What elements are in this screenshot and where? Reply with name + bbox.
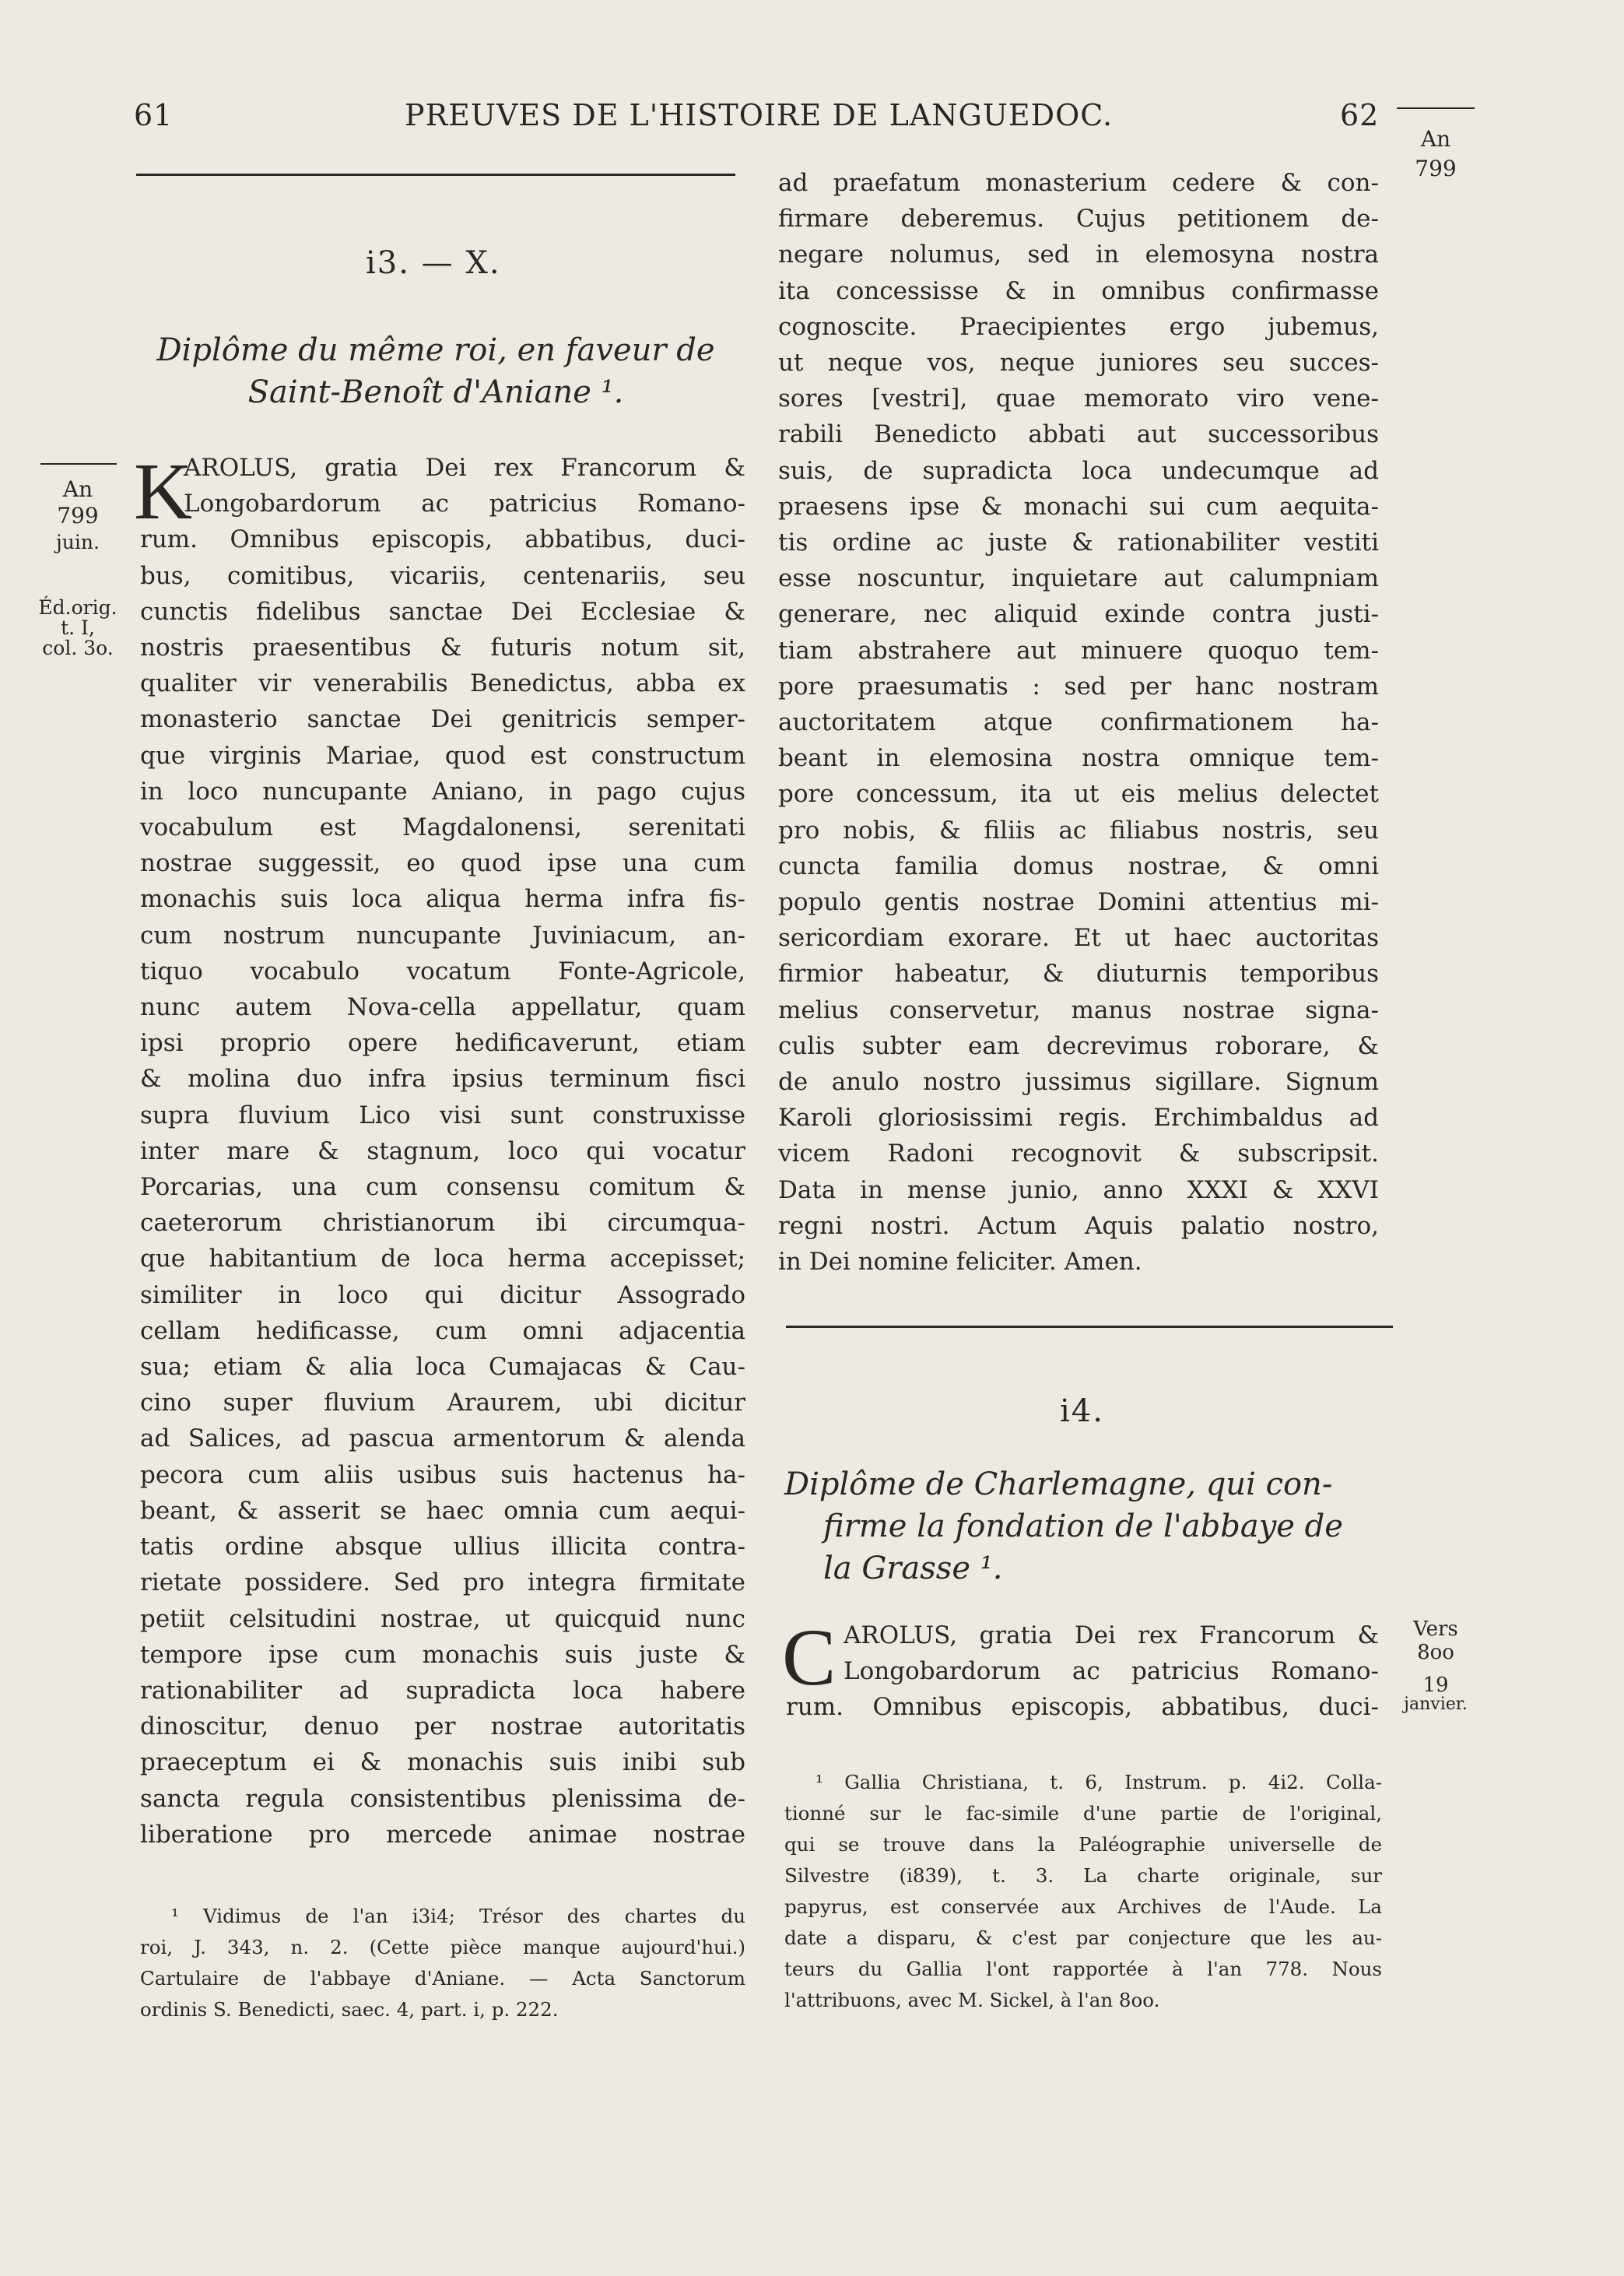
text-line: sua; etiam & alia loca Cumajacas & Cau- (140, 1353, 745, 1382)
text-line: ipsi proprio opere hedificaverunt, etiam (140, 1029, 745, 1058)
margin-month: juin. (56, 531, 100, 553)
doc14-dropcap: C (782, 1613, 837, 1702)
margin-tome: t. I, (61, 616, 95, 639)
margin-year-label: An (62, 476, 93, 502)
doc13-title (136, 329, 735, 413)
text-line: praeceptum ei & monachis suis inibi sub (140, 1748, 745, 1777)
text-line: sores [vestri], quae memorato viro vene- (778, 385, 1379, 413)
text-line: generare, nec aliquid exinde contra justi- (778, 600, 1379, 629)
text-line: Longobardorum ac patricius Romano- (844, 1657, 1379, 1686)
text-line: cognoscite. Praecipientes ergo jubemus, (778, 312, 1379, 341)
text-line: que virginis Mariae, quod est constructum (140, 741, 745, 770)
text-line: suis, de supradicta loca undecumque ad (778, 456, 1379, 485)
text-line: ad praefatum monasterium cedere & con- (778, 169, 1379, 197)
text-line: Longobardorum ac patricius Romano- (184, 490, 745, 518)
doc14-title-line: Diplôme de Charlemagne, qui con- (784, 1466, 1333, 1502)
doc13-body (140, 450, 745, 1853)
margin-year: 799 (1415, 156, 1457, 181)
text-line: cuncta familia domus nostrae, & omni (778, 852, 1379, 880)
footnote-line: papyrus, est conservée aux Archives de l'Aude. La (784, 1895, 1382, 1918)
text-line: ut neque vos, neque juniores seu succes- (778, 349, 1379, 378)
section-rule-right (786, 1326, 1393, 1328)
text-line: sancta regula consistentibus plenissima de- (140, 1784, 745, 1813)
text-line: tiam abstrahere aut minuere quoquo tem- (778, 636, 1379, 665)
text-line: pore concessum, ita ut eis melius delectet (778, 780, 1379, 809)
text-line: AROLUS, gratia Dei rex Francorum & (184, 454, 745, 482)
text-line: firmior habeatur, & diuturnis temporibus (778, 960, 1379, 989)
text-line: inter mare & stagnum, loco qui vocatur (140, 1136, 745, 1165)
text-line: nunc autem Nova-cella appellatur, quam (140, 993, 745, 1022)
footnote-line: teurs du Gallia l'ont rapportée à l'an 778. Nous (784, 1958, 1382, 1980)
text-line: liberatione pro mercede animae nostrae (140, 1820, 745, 1849)
footnote-line: ordinis S. Benedicti, saec. 4, part. i, p. 222. (140, 1998, 559, 2021)
section-rule-left (136, 174, 735, 176)
text-line: rietate possidere. Sed pro integra firmitate (140, 1568, 745, 1597)
text-line: rabili Benedicto abbati aut successoribus (778, 420, 1379, 449)
text-line: praesens ipse & monachi sui cum aequita- (778, 492, 1379, 521)
text-line: cum nostrum nuncupante Juviniacum, an- (140, 921, 745, 950)
text-line: sericordiam exorare. Et ut haec auctoritas (778, 924, 1379, 953)
text-line: pore praesumatis : sed per hanc nostram (778, 672, 1379, 701)
text-line: tempore ipse cum monachis suis juste & (140, 1640, 745, 1669)
margin-year: 799 (57, 503, 99, 529)
doc14-title-line: firme la fondation de l'abbaye de (823, 1509, 1343, 1544)
text-line: in loco nuncupante Aniano, in pago cujus (140, 777, 745, 806)
footnote-line: l'attribuons, avec M. Sickel, à l'an 8oo. (784, 1989, 1160, 2011)
text-line: petiit celsitudini nostrae, ut quicquid nunc (140, 1604, 745, 1633)
text-line: que habitantium de loca herma accepisset; (140, 1245, 745, 1273)
text-line: auctoritatem atque confirmationem ha- (778, 708, 1379, 737)
text-line: nostris praesentibus & futuris notum sit, (140, 634, 745, 662)
text-line: qualiter vir venerabilis Benedictus, abba ex (140, 669, 745, 698)
margin-word: Vers (1413, 1617, 1458, 1641)
page-number-right: 62 (1340, 98, 1380, 132)
text-line: beant in elemosina nostra omnique tem- (778, 744, 1379, 773)
doc13-footnote (140, 1901, 745, 2025)
text-line: culis subter eam decrevimus roborare, & (778, 1031, 1379, 1060)
footnote-line: qui se trouve dans la Paléographie universelle de (784, 1833, 1382, 1856)
footnote-line: roi, J. 343, n. 2. (Cette pièce manque aujourd'hui.) (140, 1936, 745, 1958)
margin-note-doc14-date (1393, 1617, 1478, 1712)
text-line: regni nostri. Actum Aquis palatio nostro, (778, 1211, 1379, 1240)
text-line: & molina duo infra ipsius terminum fisci (140, 1065, 745, 1094)
text-line: melius conservetur, manus nostrae signa- (778, 996, 1379, 1024)
text-line: tis ordine ac juste & rationabiliter vestiti (778, 529, 1379, 557)
text-line: Karoli gloriosissimi regis. Erchimbaldus ad (778, 1104, 1379, 1133)
margin-col: col. 3o. (42, 637, 114, 659)
text-line: vocabulum est Magdalonensi, serenitati (140, 813, 745, 842)
footnote-line: ¹ Vidimus de l'an i3i4; Trésor des chartes du (171, 1905, 745, 1927)
text-line: Data in mense junio, anno XXXI & XXVI (778, 1175, 1379, 1204)
text-line: caeterorum christianorum ibi circumqua- (140, 1209, 745, 1238)
doc14-title-line: la Grasse ¹. (823, 1551, 1003, 1586)
text-line: beant, & asserit se haec omnia cum aequi- (140, 1496, 745, 1525)
text-line: monasterio sanctae Dei genitricis semper- (140, 705, 745, 734)
page-number-left: 61 (134, 98, 174, 132)
margin-note-edition (35, 598, 121, 659)
text-line: monachis suis loca aliqua herma infra fis- (140, 885, 745, 914)
doc14-title (784, 1463, 1391, 1589)
margin-note-doc13-date (35, 476, 121, 556)
doc14-number: i4. (1060, 1393, 1104, 1429)
text-line: similiter in loco qui dicitur Assogrado (140, 1280, 745, 1309)
text-line: tatis ordine absque ullius illicita contra- (140, 1533, 745, 1561)
margin-year: 8oo (1417, 1641, 1454, 1664)
margin-month: janvier. (1404, 1695, 1468, 1714)
footnote-line: Cartulaire de l'abbaye d'Aniane. — Acta Sanctorum (140, 1967, 745, 1990)
margin-note-top-right (1393, 125, 1478, 184)
text-line: negare nolumus, sed in elemosyna nostra (778, 241, 1379, 269)
text-line: esse noscuntur, inquietare aut calumpniam (778, 564, 1379, 593)
text-line: de anulo nostro jussimus sigillare. Signum (778, 1068, 1379, 1097)
text-line: pecora cum aliis usibus suis hactenus ha- (140, 1460, 745, 1489)
doc13-title-line: Diplôme du même roi, en faveur de (156, 332, 715, 368)
text-line: populo gentis nostrae Domini attentius mi- (778, 888, 1379, 917)
text-line: pro nobis, & filiis ac filiabus nostris, seu (778, 816, 1379, 845)
margin-rule-left (40, 463, 117, 465)
text-line: rum. Omnibus episcopis, abbatibus, duci- (786, 1693, 1379, 1722)
doc13-title-line: Saint-Benoît d'Aniane ¹. (247, 374, 624, 410)
margin-year-label: An (1420, 126, 1451, 152)
footnote-line: tionné sur le fac-simile d'une partie de l'original, (784, 1802, 1382, 1825)
doc14-footnote (784, 1767, 1382, 2016)
text-line: cunctis fidelibus sanctae Dei Ecclesiae & (140, 597, 745, 626)
text-line: dinoscitur, denuo per nostrae autoritatis (140, 1712, 745, 1741)
doc14-body (786, 1617, 1379, 1726)
text-line: rationabiliter ad supradicta loca habere (140, 1676, 745, 1705)
text-line: firmare deberemus. Cujus petitionem de- (778, 205, 1379, 234)
margin-rule-top-right (1397, 107, 1475, 109)
text-line: cino super fluvium Araurem, ubi dicitur (140, 1389, 745, 1417)
text-line: AROLUS, gratia Dei rex Francorum & (844, 1621, 1379, 1649)
margin-edition: Éd.orig. (38, 596, 118, 619)
footnote-line: ¹ Gallia Christiana, t. 6, Instrum. p. 4i2. Colla- (816, 1771, 1382, 1793)
text-line: in Dei nomine feliciter. Amen. (778, 1248, 1142, 1277)
doc13-dropcap: K (134, 447, 193, 536)
text-line: ad Salices, ad pascua armentorum & alenda (140, 1424, 745, 1453)
doc13-number: i3. — X. (366, 245, 501, 281)
text-line: Porcarias, una cum consensu comitum & (140, 1173, 745, 1202)
text-line: vicem Radoni recognovit & subscripsit. (778, 1140, 1379, 1168)
running-title: PREUVES DE L'HISTOIRE DE LANGUEDOC. (405, 98, 1114, 132)
text-line: bus, comitibus, vicariis, centenariis, seu (140, 561, 745, 590)
footnote-line: Silvestre (i839), t. 3. La charte originale, sur (784, 1864, 1382, 1887)
text-line: ita concessisse & in omnibus confirmasse (778, 276, 1379, 305)
margin-day: 19 (1422, 1674, 1449, 1697)
footnote-line: date a disparu, & c'est par conjecture que les au- (784, 1927, 1382, 1949)
text-line: nostrae suggessit, eo quod ipse una cum (140, 849, 745, 878)
text-line: tiquo vocabulo vocatum Fonte-Agricole, (140, 957, 745, 985)
text-line: supra fluvium Lico visi sunt construxisse (140, 1101, 745, 1129)
text-line: cellam hedificasse, cum omni adjacentia (140, 1316, 745, 1345)
text-line: rum. Omnibus episcopis, abbatibus, duci- (140, 525, 745, 554)
doc13-continuation (778, 165, 1379, 1280)
